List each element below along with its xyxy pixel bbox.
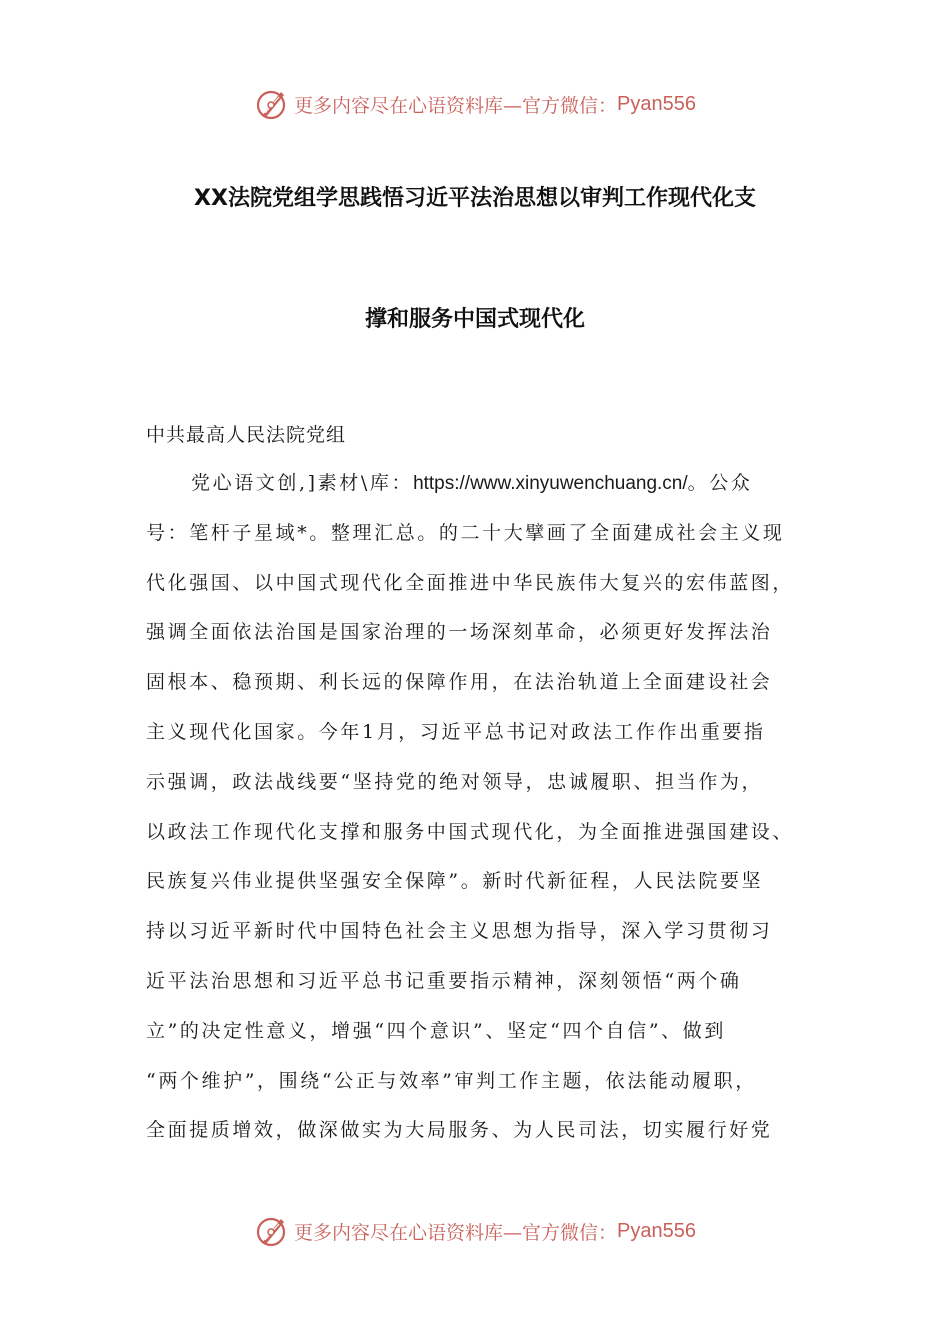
- body-line: 示强调，政法战线要“坚持党的绝对领导，忠诚履职、担当作为，: [146, 770, 764, 793]
- document-title-line-2: 撑和服务中国式现代化: [364, 307, 585, 332]
- body-line: 主义现代化国家。今年1月，习近平总书记对政法工作作出重要指: [146, 720, 766, 743]
- banner-wechat-id: Pyan556: [617, 1219, 696, 1242]
- body-url: https://www.xinyuwenchuang.cn/: [413, 473, 688, 494]
- author-line: 中共最高人民法院党组: [146, 424, 347, 446]
- body-line: “两个维护”，围绕“公正与效率”审判工作主题，依法能动履职，: [146, 1069, 757, 1092]
- footer-watermark-banner: [0, 1211, 950, 1251]
- body-line: 全面提质增效，做深做实为大局服务、为人民司法，切实履行好党: [146, 1119, 773, 1142]
- body-line: 号：笔杆子星域*。整理汇总。的二十大擘画了全面建成社会主义现: [146, 521, 785, 544]
- banner-text: 更多内容尽在心语资料库—官方微信：: [294, 94, 618, 117]
- body-line-first-prefix: 党心语文创,]素材\库：: [191, 472, 414, 494]
- body-line: 民族复兴伟业提供坚强安全保障”。新时代新征程，人民法院要坚: [146, 870, 764, 893]
- document-title-line-1: XX法院党组学思践悟习近平法治思想以审判工作现代化支: [194, 186, 756, 211]
- banner-wechat-id: Pyan556: [617, 92, 696, 115]
- body-line: 强调全面依法治国是国家治理的一场深刻革命，必须更好发挥法治: [146, 621, 773, 644]
- body-line-first: [146, 467, 818, 517]
- quill-logo-icon: [254, 86, 290, 122]
- banner-text: 更多内容尽在心语资料库—官方微信：: [294, 1221, 618, 1244]
- body-line: 以政法工作现代化支撑和服务中国式现代化，为全面推进强国建设、: [146, 820, 795, 843]
- quill-logo-icon: [254, 1213, 290, 1249]
- body-line-first-suffix: 。公众: [687, 472, 753, 494]
- body-text: [146, 467, 818, 1164]
- body-line: 持以习近平新时代中国特色社会主义思想为指导，深入学习贯彻习: [146, 920, 773, 943]
- body-line: 立”的决定性意义，增强“四个意识”、坚定“四个自信”、做到: [146, 1019, 726, 1042]
- body-line: 代化强国、以中国式现代化全面推进中华民族伟大复兴的宏伟蓝图，: [146, 571, 795, 594]
- body-line: 固根本、稳预期、利长远的保障作用，在法治轨道上全面建设社会: [146, 671, 773, 694]
- header-watermark-banner: [0, 84, 950, 124]
- body-line: 近平法治思想和习近平总书记重要指示精神，深刻领悟“两个确: [146, 969, 742, 992]
